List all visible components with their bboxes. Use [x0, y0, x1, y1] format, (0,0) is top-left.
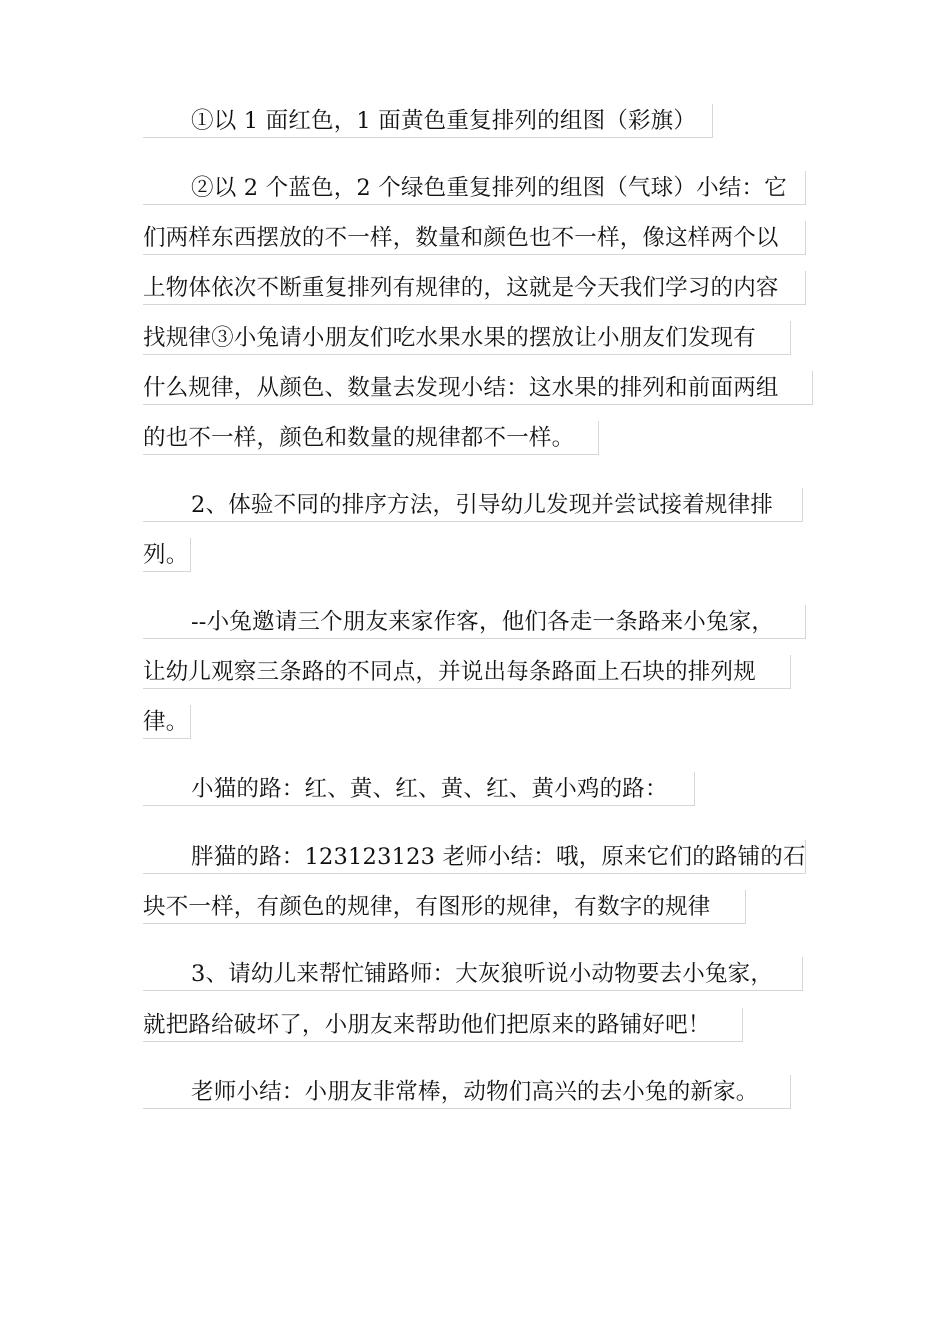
text-line: 列。	[143, 538, 191, 572]
text-line: 什么规律，从颜色、数量去发现小结：这水果的排列和前面两组	[143, 371, 813, 405]
text-line: ②以 2 个蓝色，2 个绿色重复排列的组图（气球）小结：它	[143, 171, 806, 205]
text-line: 让幼儿观察三条路的不同点，并说出每条路面上石块的排列规	[143, 655, 791, 689]
text-line: 找规律③小兔请小朋友们吃水果水果的摆放让小朋友们发现有	[143, 321, 791, 355]
text-line: 胖猫的路：123123123 老师小结：哦，原来它们的路铺的石	[143, 840, 806, 874]
text-line: 2、体验不同的排序方法，引导幼儿发现并尝试接着规律排	[143, 488, 803, 522]
text-line: 律。	[143, 705, 191, 739]
text-line: 3、请幼儿来帮忙铺路师：大灰狼听说小动物要去小兔家，	[143, 957, 803, 991]
text-line: 就把路给破坏了，小朋友来帮助他们把原来的路铺好吧！	[143, 1008, 743, 1042]
text-line: 小猫的路：红、黄、红、黄、红、黄小鸡的路：	[143, 772, 695, 806]
text-line: 块不一样，有颜色的规律，有图形的规律，有数字的规律	[143, 890, 746, 924]
text-line: ①以 1 面红色，1 面黄色重复排列的组图（彩旗）	[143, 104, 713, 138]
text-line: 老师小结：小朋友非常棒，动物们高兴的去小兔的新家。	[143, 1075, 791, 1109]
text-line: 们两样东西摆放的不一样，数量和颜色也不一样，像这样两个以	[143, 221, 806, 255]
text-line: 上物体依次不断重复排列有规律的，这就是今天我们学习的内容	[143, 271, 806, 305]
text-line: --小兔邀请三个朋友来家作客，他们各走一条路来小兔家，	[143, 605, 806, 639]
text-line: 的也不一样，颜色和数量的规律都不一样。	[143, 421, 599, 455]
